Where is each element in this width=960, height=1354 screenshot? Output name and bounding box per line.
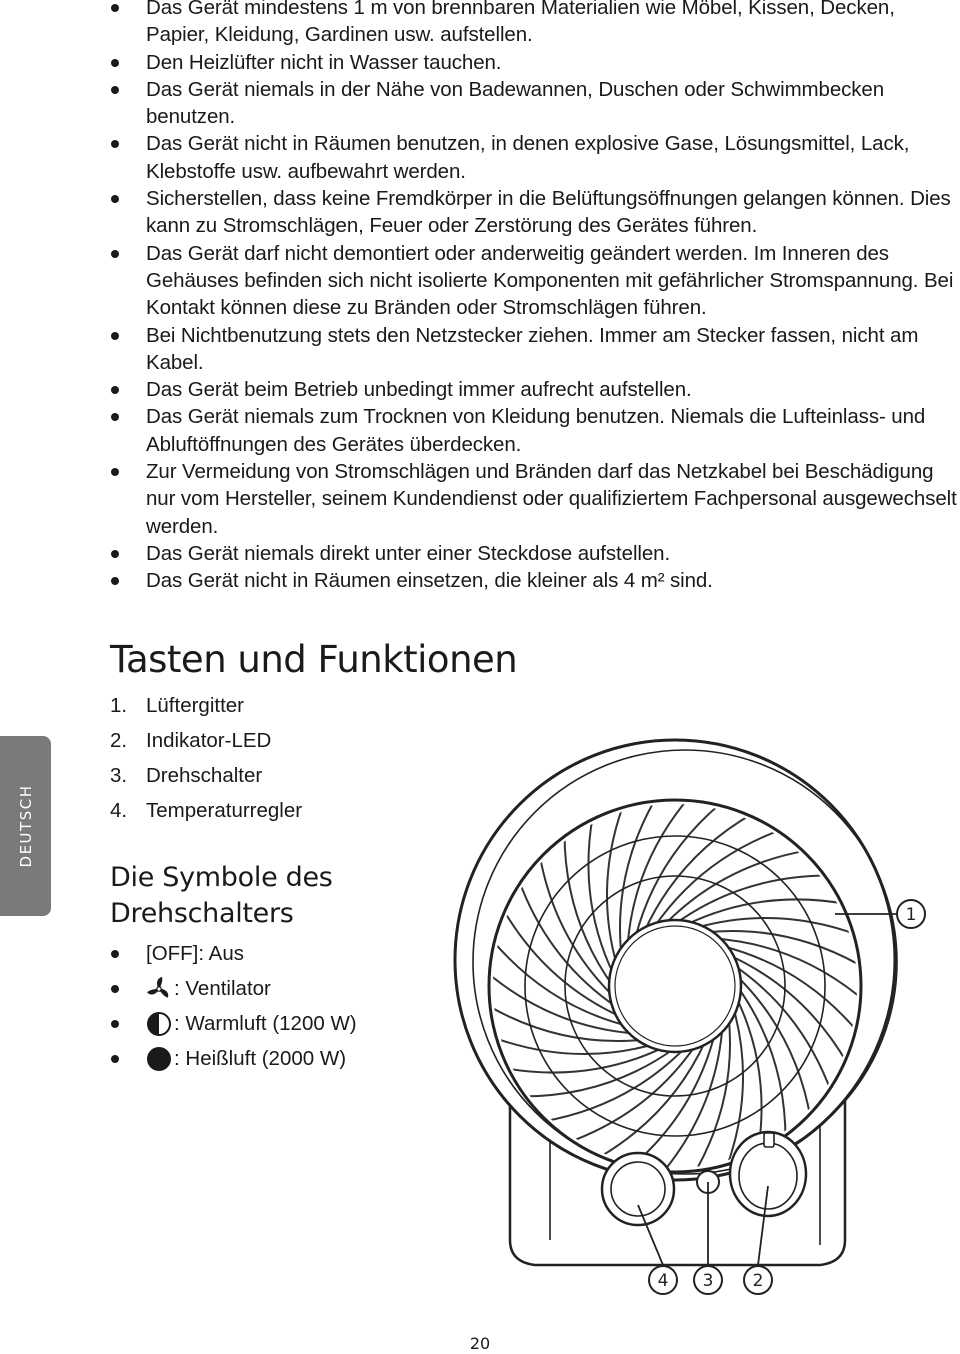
symbols-list [110,936,357,1076]
item-number: 4. [110,799,128,822]
item-number: 3. [110,764,128,787]
list-item: Bei Nichtbenutzung stets den Netzstecker ziehen. Immer am Stecker fassen, nicht am Kabel. [110,322,960,377]
list-item: Das Gerät niemals zum Trocknen von Kleidung benutzen. Niemals die Lufteinlass- und Abluftöffnungen des Gerätes überdecken. [110,403,960,458]
language-side-tab [0,736,51,916]
list-item [110,936,357,971]
callout-label-temp: 4 [657,1271,669,1291]
item-label: : Heißluft (2000 W) [174,1047,347,1070]
list-item [110,688,302,723]
list-item [110,1041,357,1076]
item-label: Drehschalter [146,764,263,787]
list-item [110,723,302,758]
fan-heater-illustration [440,700,960,1300]
list-item: Das Gerät beim Betrieb unbedingt immer aufrecht aufstellen. [110,376,960,403]
temperature-regulator [602,1153,674,1225]
item-number: 1. [110,694,128,717]
page-number: 20 [469,1334,491,1353]
item-label: : Ventilator [174,977,271,1000]
full-circle-icon [146,1046,172,1072]
list-item: Sicherstellen, dass keine Fremdkörper in die Belüftungsöffnungen gelangen können. Dies kann zu Stromschlägen, Feuer oder Zerstörung des Gerätes führen. [110,185,960,240]
list-item: Das Gerät nicht in Räumen benutzen, in denen explosive Gase, Lösungsmittel, Lack, Klebstoffe usw. aufbewahrt werden. [110,130,960,185]
list-item [110,758,302,793]
safety-instructions-list [110,0,960,595]
list-item: Das Gerät niemals direkt unter einer Steckdose aufstellen. [110,540,960,567]
callout-label-switch: 2 [752,1271,764,1291]
list-item: Das Gerät darf nicht demontiert oder anderweitig geändert werden. Im Inneren des Gehäuses befinden sich nicht isolierte Komponenten mit gefährlicher Stromspannung. Bei Kontakt können diese zu Bränden oder Stromschlägen führen. [110,240,960,322]
item-number: 2. [110,729,128,752]
list-item [110,971,357,1006]
item-label: [OFF]: Aus [146,942,244,965]
item-label: Temperaturregler [146,799,303,822]
item-label: Lüftergitter [146,694,244,717]
half-circle-icon [146,1011,172,1037]
list-item: Das Gerät mindestens 1 m von brennbaren Materialien wie Möbel, Kissen, Decken, Papier, Kleidung, Gardinen usw. aufstellen. [110,0,960,49]
item-label: : Warmluft (1200 W) [174,1012,357,1035]
rotary-switch [730,1132,806,1216]
list-item: Den Heizlüfter nicht in Wasser tauchen. [110,49,960,76]
section-heading-symbols: Die Symbole des Drehschalters [110,862,333,929]
fan-icon [146,976,172,1002]
section-heading-controls: Tasten und Funktionen [110,638,518,681]
list-item: Zur Vermeidung von Stromschlägen und Bränden darf das Netzkabel bei Beschädigung nur vom Hersteller, seinem Kundendienst oder qualifiziertem Fachpersonal ausgewechselt werden. [110,458,960,540]
side-tab-label: DEUTSCH [16,784,35,868]
list-item: Das Gerät niemals in der Nähe von Badewannen, Duschen oder Schwimmbecken benutzen. [110,76,960,131]
controls-list [110,688,302,828]
callout-label-grille: 1 [905,905,917,925]
callout-label-led: 3 [702,1271,714,1291]
list-item: Das Gerät nicht in Räumen einsetzen, die kleiner als 4 m² sind. [110,567,960,594]
item-label: Indikator-LED [146,729,272,752]
list-item [110,1006,357,1041]
list-item [110,793,302,828]
